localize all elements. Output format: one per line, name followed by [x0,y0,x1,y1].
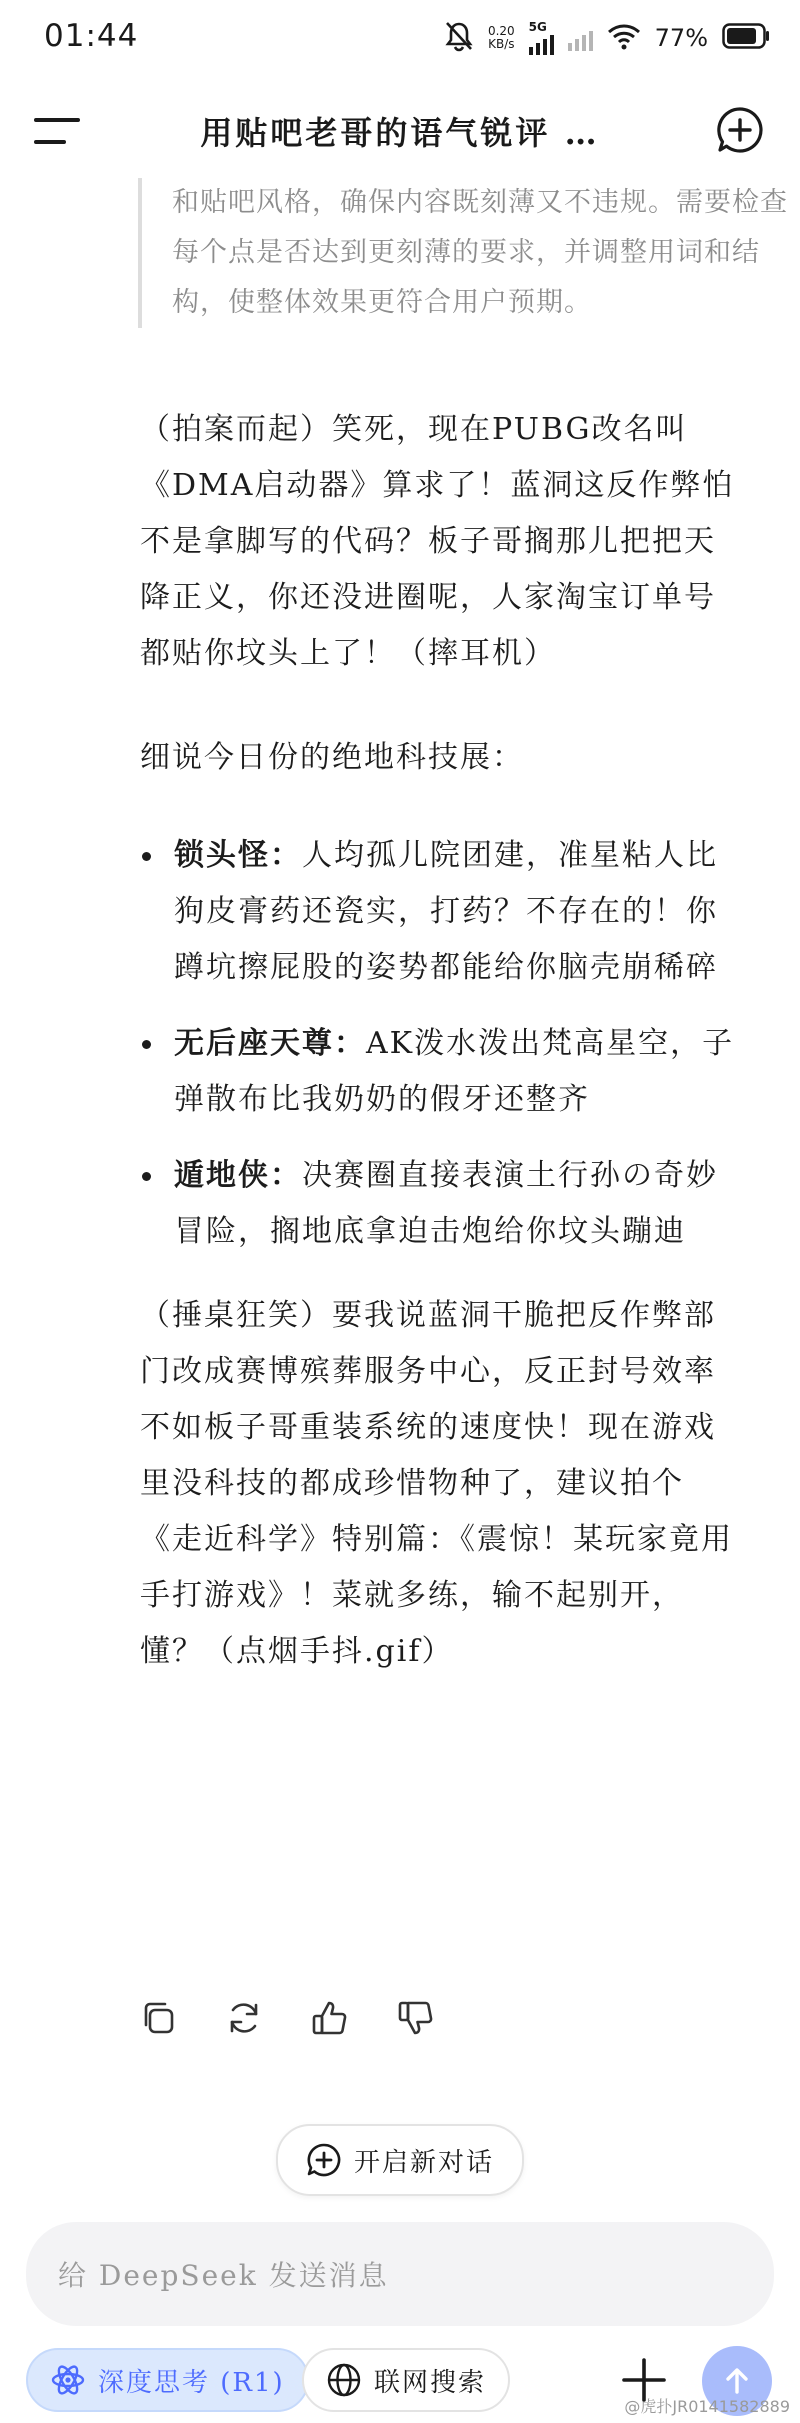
thinking-text: 和贴吧风格，确保内容既刻薄又不违规。需要检查每个点是否达到更刻薄的要求，并调整用词和结构，使整体效果更符合用户预期。 [172,187,788,318]
watermark: @虎扑JR0141582889 [624,2397,790,2416]
answer-bullet-list [140,828,740,1260]
list-item: 遁地侠：决赛圈直接表演土行孙の奇妙冒险，搁地底拿迫击炮给你坟头蹦迪 [140,1148,740,1260]
new-conversation-label: 开启新对话 [353,2147,494,2178]
wifi-icon [607,22,641,54]
menu-icon[interactable] [34,114,82,148]
thinking-block [138,178,792,328]
regenerate-icon[interactable] [224,1998,264,2038]
list-item: 锁头怪：人均孤儿院团建，准星粘人比狗皮膏药还瓷实，打药？不存在的！你蹲坑擦屁股的姿势都能给你脑壳崩稀碎 [140,828,740,996]
thumbs-up-icon[interactable] [310,1998,350,2038]
web-search-toggle[interactable] [302,2348,510,2412]
answer-intro: （拍案而起）笑死，现在PUBG改名叫《DMA启动器》算求了！蓝洞这反作弊怕不是拿脚写的代码？板子哥搁那儿把把天降正义，你还没进圈呢，人家淘宝订单号都贴你坟头上了！（摔耳机） [140,412,735,671]
battery-percent: 77% [654,24,708,52]
new-chat-bubble-icon [306,2142,342,2178]
signal-bars-secondary-icon [568,25,593,51]
message-input[interactable] [56,2222,740,2328]
status-time: 01:44 [44,18,139,54]
list-item: 无后座天尊：AK泼水泼出梵高星空，子弹散布比我奶奶的假牙还整齐 [140,1016,740,1128]
answer-section-title: 细说今日份的绝地科技展： [140,740,524,775]
status-bar [0,0,800,80]
deep-think-label: 深度思考 (R1) [98,2367,285,2398]
status-icons [444,16,770,60]
composer-toolbar [0,2344,800,2423]
message-actions [138,1998,436,2038]
assistant-answer [140,402,740,1680]
answer-outro: （捶桌狂笑）要我说蓝洞干脆把反作弊部门改成赛博殡葬服务中心，反正封号效率不如板子哥重装系统的速度快！现在游戏里没科技的都成珍惜物种了，建议拍个《走近科学》特别篇：《震惊！某玩家竟用手打游戏》！菜就多练，输不起别开，懂？（点烟手抖.gif） [140,1298,733,1669]
chat-header [0,90,800,170]
arrow-up-icon [721,2365,753,2397]
deep-think-toggle[interactable] [26,2348,309,2412]
new-conversation-button[interactable] [276,2124,524,2196]
globe-icon [326,2362,362,2398]
thumbs-down-icon[interactable] [396,1998,436,2038]
signal-5g: 5G [529,21,554,55]
copy-icon[interactable] [138,1998,178,2038]
signal-bars-icon [529,33,554,55]
chat-title: 用贴吧老哥的语气锐评 … [200,114,600,152]
mute-bell-icon [444,20,474,56]
web-search-label: 联网搜索 [374,2367,487,2398]
new-chat-icon[interactable] [716,106,764,154]
battery-icon [722,23,770,53]
message-input-container [26,2222,774,2326]
atom-icon [50,2362,86,2398]
net-speed: 0.20 KB/s [487,24,515,51]
